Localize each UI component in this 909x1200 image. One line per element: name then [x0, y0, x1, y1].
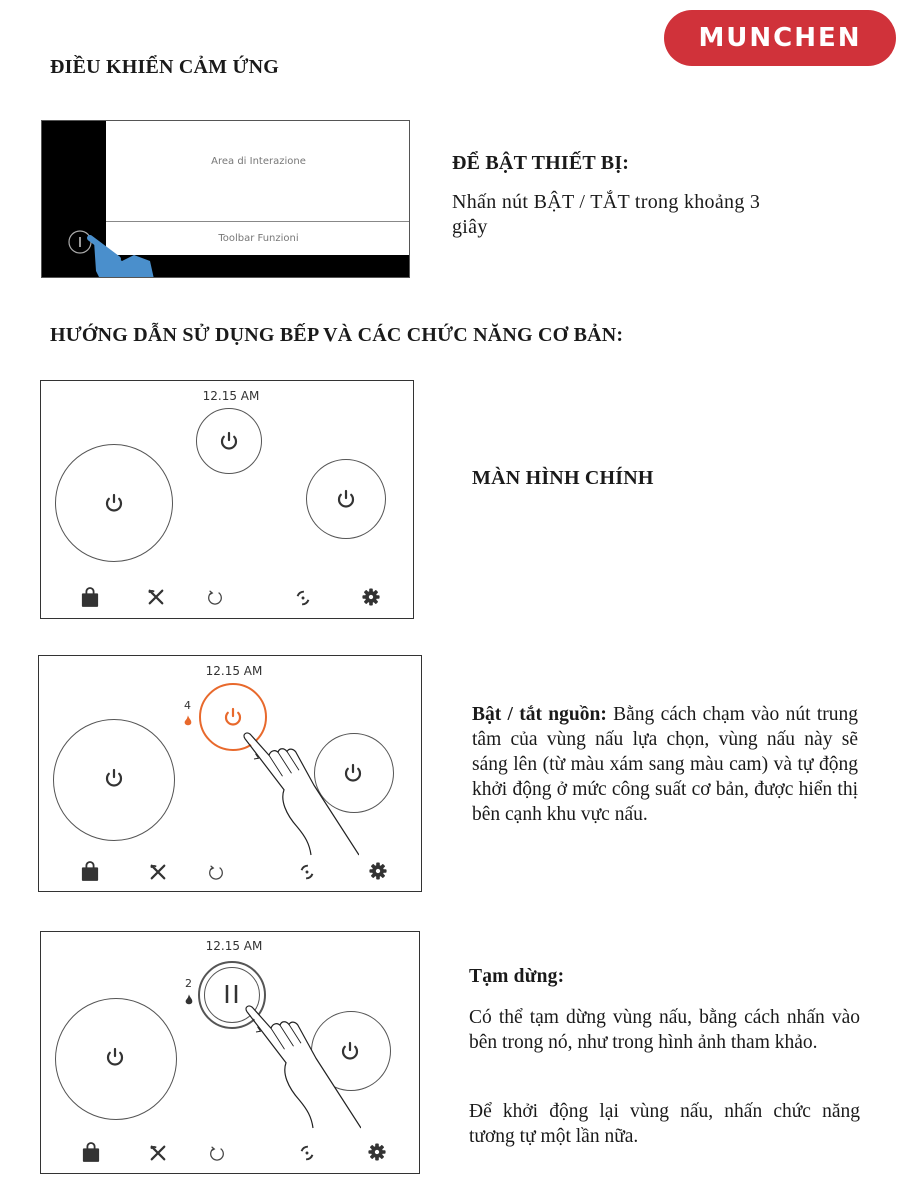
power-icon[interactable]: [336, 489, 356, 509]
fork-knife-icon[interactable]: [147, 588, 165, 606]
rotate-icon[interactable]: [294, 589, 312, 607]
bag-icon[interactable]: [82, 1142, 100, 1162]
refresh-icon[interactable]: [208, 1145, 226, 1163]
clock: 12.15 AM: [205, 664, 263, 678]
fork-knife-icon[interactable]: [149, 863, 167, 881]
clock: 12.15 AM: [202, 389, 260, 403]
refresh-icon[interactable]: [206, 589, 224, 607]
clock: 12.15 AM: [205, 939, 263, 953]
power-icon[interactable]: [105, 1047, 125, 1067]
area-label: Area di Interazione: [211, 156, 306, 167]
hand-touch-icon: [241, 1004, 361, 1132]
power-icon[interactable]: [104, 493, 124, 513]
flame-icon: [184, 715, 192, 727]
toolbar-label: Toolbar Funzioni: [218, 233, 299, 244]
power-icon-active[interactable]: [223, 707, 243, 727]
power-label: Bật / tắt nguồn:: [472, 704, 607, 725]
main-screen-panel: [40, 380, 414, 619]
power-text: Bằng cách chạm vào nút trung tâm của vùng nấu lựa chọn, vùng nấu này sẽ sáng lên (từ màu xám sang màu cam) và tự động khởi động ở mức công suất cơ bản, được hiển thị bên cạnh khu vực nấu.: [472, 704, 858, 825]
gear-icon[interactable]: [368, 1143, 386, 1161]
fork-knife-icon[interactable]: [149, 1144, 167, 1162]
pause-panel: [40, 931, 420, 1174]
pause-text-1: Có thể tạm dừng vùng nấu, bằng cách nhấn vào bên trong nó, như trong hình ảnh tham khảo.: [469, 1007, 860, 1053]
flame-icon: [185, 994, 193, 1006]
on-button-illustration: [42, 121, 410, 278]
touch-control-heading: ĐIỀU KHIỂN CẢM ỨNG: [50, 56, 279, 78]
munchen-logo: [664, 10, 896, 66]
power-level: 2: [185, 977, 192, 990]
power-panel: [38, 655, 422, 892]
pause-text-2: Để khởi động lại vùng nấu, nhấn chức năng tương tự một lần nữa.: [469, 1101, 860, 1147]
rotate-icon[interactable]: [298, 1144, 316, 1162]
usage-guide-heading: HƯỚNG DẪN SỬ DỤNG BẾP VÀ CÁC CHỨC NĂNG CƠ BẢN:: [50, 324, 624, 346]
turn-on-title: ĐỂ BẬT THIẾT BỊ:: [452, 152, 630, 174]
power-icon[interactable]: [104, 768, 124, 788]
gear-icon[interactable]: [362, 588, 380, 606]
turn-on-panel: [41, 120, 410, 278]
rotate-icon[interactable]: [298, 863, 316, 881]
main-screen-title: MÀN HÌNH CHÍNH: [472, 467, 654, 489]
hand-touch-icon: [239, 731, 359, 859]
pause-title: Tạm dừng:: [469, 966, 565, 987]
refresh-icon[interactable]: [207, 864, 225, 882]
turn-on-text: Nhấn nút BẬT / TẮT trong khoảng 3 giây: [452, 191, 761, 238]
power-level: 4: [184, 699, 191, 712]
power-description: [472, 702, 858, 827]
gear-icon[interactable]: [369, 862, 387, 880]
power-icon[interactable]: [219, 431, 239, 451]
pause-icon[interactable]: [224, 985, 240, 1005]
bag-icon[interactable]: [81, 587, 99, 607]
bag-icon[interactable]: [81, 861, 99, 881]
logo-text: MUNCHEN: [698, 23, 862, 53]
